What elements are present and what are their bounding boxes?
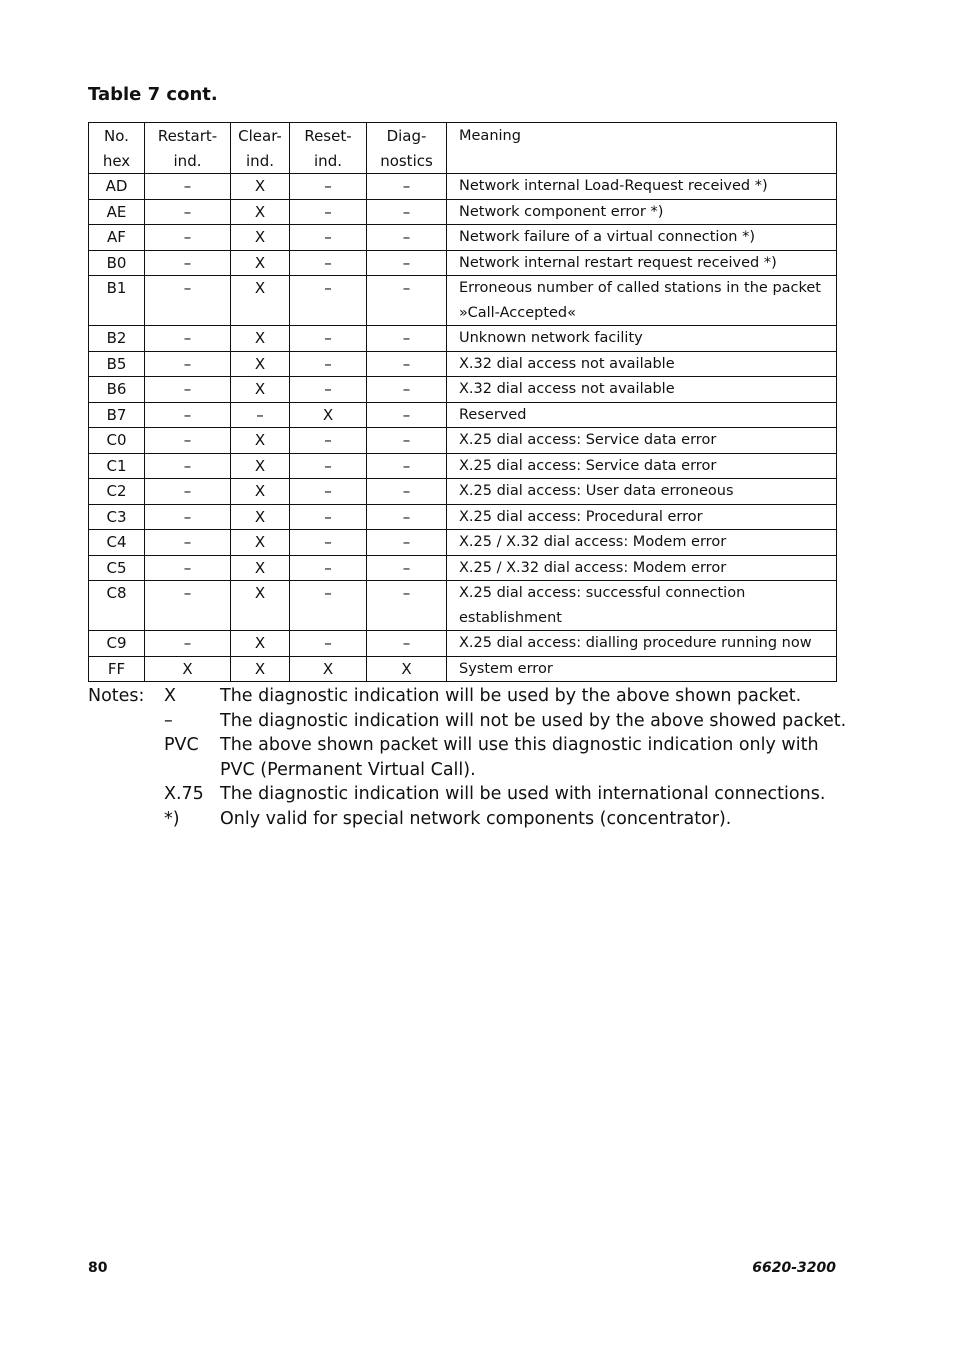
cell-restart-ind: – (145, 453, 231, 479)
cell-diagnostics: – (367, 555, 447, 581)
cell-reset-ind: – (290, 428, 367, 454)
table-row (89, 351, 837, 377)
cell-no-hex: C9 (89, 631, 145, 657)
cell-diagnostics: – (367, 479, 447, 505)
cell-clear-ind: X (231, 555, 290, 581)
note-symbol: PVC (164, 735, 199, 755)
cell-clear-ind: X (231, 225, 290, 251)
cell-diagnostics: – (367, 530, 447, 556)
cell-meaning: Network failure of a virtual connection *) (447, 225, 837, 251)
cell-reset-ind: – (290, 631, 367, 657)
cell-reset-ind: – (290, 504, 367, 530)
cell-diagnostics: – (367, 276, 447, 326)
cell-clear-ind: X (231, 530, 290, 556)
note-text: The above shown packet will use this diagnostic indication only with PVC (Permanent Virtual Call). (220, 735, 819, 780)
cell-restart-ind: – (145, 174, 231, 200)
cell-reset-ind: – (290, 276, 367, 326)
document-code: 6620-3200 (752, 1260, 836, 1276)
header-diagnostics: Diag- nostics (367, 123, 447, 174)
cell-meaning: Erroneous number of called stations in the packet »Call-Accepted« (447, 276, 837, 326)
cell-reset-ind: – (290, 581, 367, 631)
notes-label: Notes: (88, 686, 145, 706)
cell-diagnostics: – (367, 326, 447, 352)
cell-diagnostics: – (367, 453, 447, 479)
cell-reset-ind: – (290, 479, 367, 505)
cell-diagnostics: – (367, 631, 447, 657)
cell-reset-ind: – (290, 250, 367, 276)
cell-diagnostics: – (367, 250, 447, 276)
table-row (89, 479, 837, 505)
cell-meaning: Network component error *) (447, 199, 837, 225)
cell-clear-ind: X (231, 326, 290, 352)
cell-no-hex: C1 (89, 453, 145, 479)
cell-meaning: X.32 dial access not available (447, 377, 837, 403)
cell-meaning: X.25 dial access: successful connection establishment (447, 581, 837, 631)
cell-restart-ind: – (145, 631, 231, 657)
cell-restart-ind: – (145, 428, 231, 454)
header-restart-ind: Restart- ind. (145, 123, 231, 174)
header-meaning: Meaning (447, 123, 837, 174)
cell-meaning: X.25 dial access: Procedural error (447, 504, 837, 530)
table-row (89, 377, 837, 403)
table-row (89, 199, 837, 225)
cell-no-hex: B7 (89, 402, 145, 428)
cell-no-hex: C5 (89, 555, 145, 581)
table-row (89, 276, 837, 326)
cell-restart-ind: – (145, 377, 231, 403)
cell-restart-ind: X (145, 656, 231, 682)
cell-clear-ind: X (231, 631, 290, 657)
cell-restart-ind: – (145, 530, 231, 556)
table-row (89, 555, 837, 581)
cell-no-hex: AD (89, 174, 145, 200)
cell-meaning: Network internal Load-Request received *) (447, 174, 837, 200)
cell-reset-ind: – (290, 326, 367, 352)
cell-restart-ind: – (145, 225, 231, 251)
note-text: Only valid for special network components (concentrator). (220, 808, 732, 829)
table-row (89, 656, 837, 682)
cell-clear-ind: – (231, 402, 290, 428)
cell-reset-ind: – (290, 555, 367, 581)
cell-meaning: Reserved (447, 402, 837, 428)
cell-clear-ind: X (231, 453, 290, 479)
cell-restart-ind: – (145, 250, 231, 276)
table-title: Table 7 cont. (88, 84, 218, 105)
cell-reset-ind: – (290, 377, 367, 403)
note-symbol: *) (164, 808, 180, 829)
cell-reset-ind: – (290, 225, 367, 251)
cell-no-hex: AE (89, 199, 145, 225)
cell-clear-ind: X (231, 377, 290, 403)
cell-reset-ind: X (290, 402, 367, 428)
cell-clear-ind: X (231, 581, 290, 631)
table-row (89, 428, 837, 454)
cell-diagnostics: X (367, 656, 447, 682)
header-clear-ind: Clear- ind. (231, 123, 290, 174)
cell-meaning: X.25 / X.32 dial access: Modem error (447, 530, 837, 556)
cell-no-hex: B0 (89, 250, 145, 276)
cell-no-hex: B1 (89, 276, 145, 326)
table-row (89, 174, 837, 200)
cell-clear-ind: X (231, 479, 290, 505)
header-reset-ind: Reset- ind. (290, 123, 367, 174)
table-row (89, 504, 837, 530)
cell-no-hex: C3 (89, 504, 145, 530)
note-symbol: X.75 (164, 784, 204, 804)
note-text: The diagnostic indication will not be used by the above showed packet. (220, 710, 847, 731)
cell-clear-ind: X (231, 504, 290, 530)
cell-diagnostics: – (367, 504, 447, 530)
cell-reset-ind: – (290, 453, 367, 479)
cell-clear-ind: X (231, 351, 290, 377)
cell-diagnostics: – (367, 402, 447, 428)
cell-restart-ind: – (145, 504, 231, 530)
cell-no-hex: C0 (89, 428, 145, 454)
cell-no-hex: C8 (89, 581, 145, 631)
cell-reset-ind: – (290, 351, 367, 377)
cell-no-hex: B6 (89, 377, 145, 403)
cell-clear-ind: X (231, 656, 290, 682)
cell-restart-ind: – (145, 326, 231, 352)
diagnostics-table (88, 122, 837, 682)
cell-meaning: X.25 dial access: User data erroneous (447, 479, 837, 505)
cell-meaning: X.25 dial access: Service data error (447, 428, 837, 454)
table-row (89, 453, 837, 479)
cell-clear-ind: X (231, 174, 290, 200)
table-row (89, 530, 837, 556)
cell-meaning: System error (447, 656, 837, 682)
cell-diagnostics: – (367, 351, 447, 377)
page-number: 80 (88, 1260, 108, 1276)
cell-restart-ind: – (145, 555, 231, 581)
note-text: The diagnostic indication will be used with international connections. (220, 784, 826, 804)
cell-clear-ind: X (231, 428, 290, 454)
cell-no-hex: C4 (89, 530, 145, 556)
note-symbol: – (164, 710, 173, 731)
header-no-hex: No. hex (89, 123, 145, 174)
cell-no-hex: C2 (89, 479, 145, 505)
cell-restart-ind: – (145, 581, 231, 631)
table-row (89, 581, 837, 631)
cell-diagnostics: – (367, 199, 447, 225)
cell-clear-ind: X (231, 276, 290, 326)
cell-restart-ind: – (145, 199, 231, 225)
cell-meaning: Network internal restart request received *) (447, 250, 837, 276)
cell-reset-ind: X (290, 656, 367, 682)
cell-meaning: X.25 dial access: Service data error (447, 453, 837, 479)
cell-restart-ind: – (145, 402, 231, 428)
cell-restart-ind: – (145, 479, 231, 505)
cell-reset-ind: – (290, 199, 367, 225)
cell-no-hex: B2 (89, 326, 145, 352)
cell-restart-ind: – (145, 276, 231, 326)
cell-meaning: X.25 / X.32 dial access: Modem error (447, 555, 837, 581)
cell-no-hex: FF (89, 656, 145, 682)
table-row (89, 225, 837, 251)
cell-meaning: Unknown network facility (447, 326, 837, 352)
cell-diagnostics: – (367, 225, 447, 251)
cell-restart-ind: – (145, 351, 231, 377)
cell-clear-ind: X (231, 250, 290, 276)
note-text: The diagnostic indication will be used by the above shown packet. (220, 686, 802, 706)
cell-reset-ind: – (290, 174, 367, 200)
table-row (89, 250, 837, 276)
table-header-row (89, 123, 837, 174)
cell-diagnostics: – (367, 174, 447, 200)
cell-no-hex: B5 (89, 351, 145, 377)
cell-diagnostics: – (367, 428, 447, 454)
cell-diagnostics: – (367, 377, 447, 403)
cell-diagnostics: – (367, 581, 447, 631)
cell-no-hex: AF (89, 225, 145, 251)
note-symbol: X (164, 686, 176, 706)
table-row (89, 402, 837, 428)
cell-meaning: X.32 dial access not available (447, 351, 837, 377)
cell-clear-ind: X (231, 199, 290, 225)
cell-meaning: X.25 dial access: dialling procedure running now (447, 631, 837, 657)
table-row (89, 631, 837, 657)
cell-reset-ind: – (290, 530, 367, 556)
table-row (89, 326, 837, 352)
